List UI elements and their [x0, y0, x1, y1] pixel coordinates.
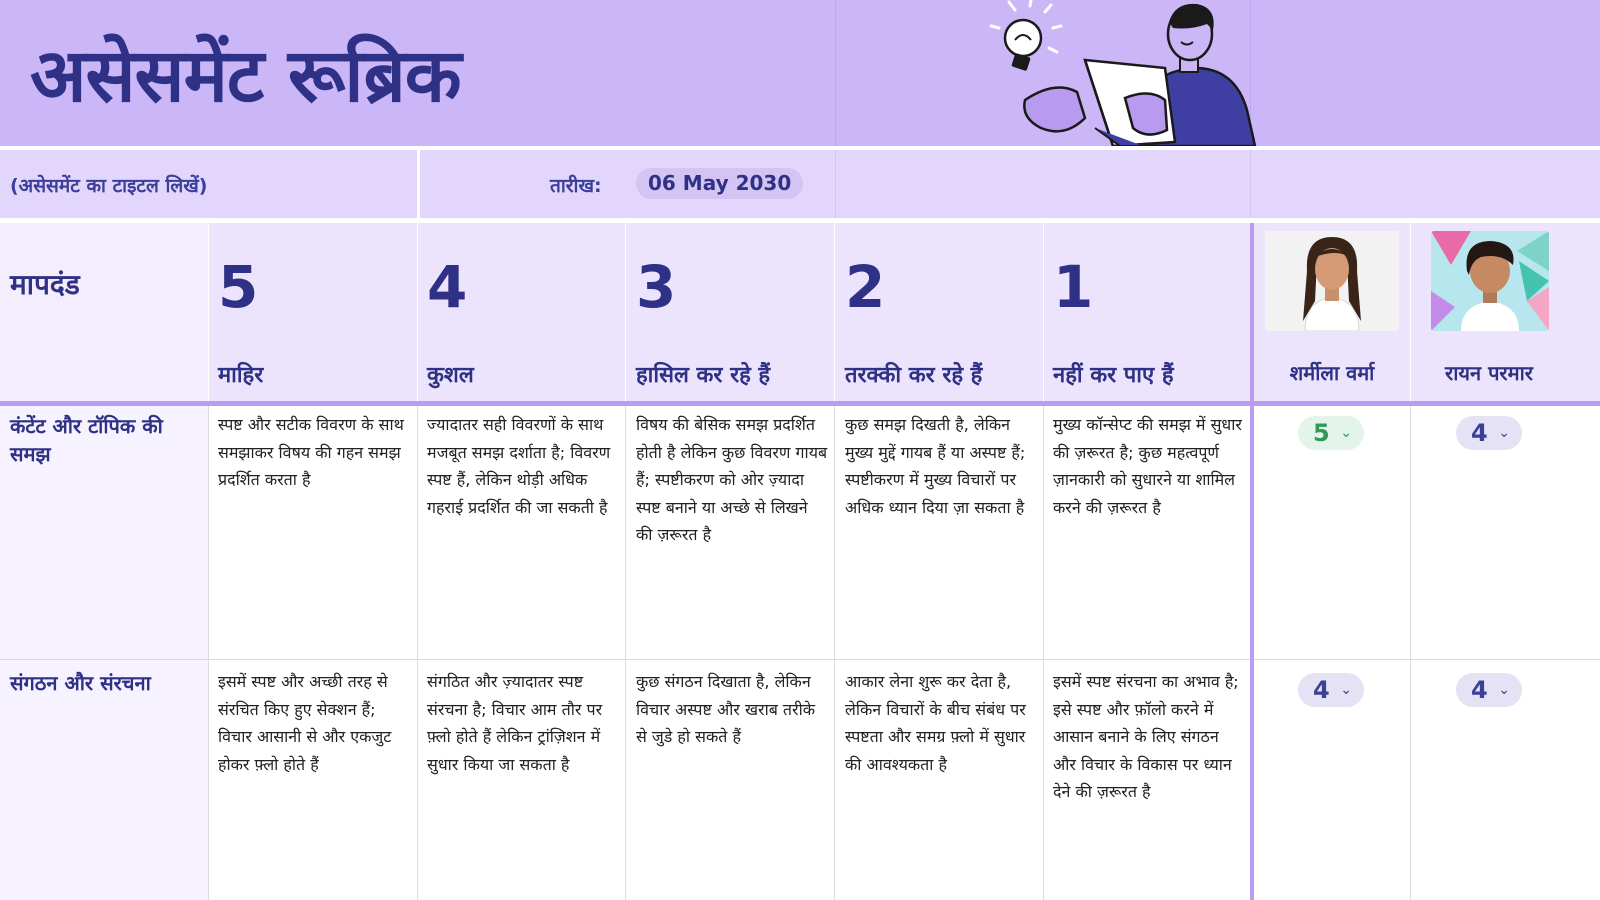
date-label: तारीख: [550, 175, 602, 197]
header-bottom-rule [0, 401, 1600, 406]
grid-line [625, 406, 626, 900]
rubric-cell: आकार लेना शुरू कर देता है, लेकिन विचारों के बीच संबंध पर स्पष्टता और समग्र फ़्लो में सुधार की आवश्यकता है [845, 672, 1026, 774]
level-score: 5 [218, 253, 259, 321]
assessment-title[interactable]: (असेसमेंट का टाइटल लिखें) [10, 175, 208, 197]
criteria-header-cell [0, 223, 209, 401]
score-dropdown[interactable] [1456, 416, 1522, 450]
chevron-down-icon: ⌄ [1340, 425, 1352, 441]
rubric-cell: स्पष्ट और सटीक विवरण के साथ समझाकर विषय की गहन समझ प्रदर्शित करता है [218, 415, 404, 489]
grid-line [208, 406, 209, 900]
criterion-name: कंटेंट और टॉपिक की समझ [10, 414, 163, 466]
info-bar-grid-line [1250, 150, 1251, 218]
grid-line [1043, 406, 1044, 900]
rubric-cell: इसमें स्पष्ट संरचना का अभाव है; इसे स्पष्ट और फ़ॉलो करने में आसान बनाने के लिए संगठन और विचार के विकास पर ध्यान देने की ज़रूरत है [1053, 672, 1239, 801]
criterion-name: संगठन और संरचना [10, 671, 151, 695]
level-label: तरक्की कर रहे हैं [845, 363, 983, 388]
score-value: 4 [1471, 419, 1488, 447]
teacher-lightbulb-illustration [985, 0, 1275, 146]
student-name: रायन परमार [1445, 361, 1533, 385]
level-score: 3 [636, 253, 677, 321]
column-divider [208, 223, 209, 401]
row-divider [0, 659, 1600, 660]
rubric-cell: इसमें स्पष्ट और अच्छी तरह से संरचित किए हुए सेक्शन हैं; विचार आसानी से और एकजुट होकर फ़्लो होते हैं [218, 672, 392, 774]
header-grid-line [835, 0, 836, 146]
level-label: नहीं कर पाए हैं [1053, 363, 1174, 388]
criteria-column [0, 406, 209, 900]
student-column-rule [1250, 223, 1254, 900]
criteria-header: मापदंड [10, 268, 80, 301]
info-bar-divider [417, 150, 420, 218]
column-divider [834, 223, 835, 401]
column-divider [625, 223, 626, 401]
column-divider [417, 223, 418, 401]
level-label: कुशल [427, 363, 474, 388]
info-bar-grid-line [835, 150, 836, 218]
page-title: असेसमेंट रूब्रिक [30, 33, 461, 119]
chevron-down-icon: ⌄ [1498, 682, 1510, 698]
student-avatar [1431, 231, 1549, 331]
date-value[interactable]: 06 May 2030 [636, 168, 803, 199]
score-value: 4 [1313, 676, 1330, 704]
rubric-cell: ज्यादातर सही विवरणों के साथ मजबूत समझ दर्शाता है; विवरण स्पष्ट हैं, लेकिन थोड़ी अधिक गहराई प्रदर्शित की जा सकती है [427, 415, 611, 517]
score-dropdown[interactable] [1298, 416, 1364, 450]
rubric-cell: कुछ संगठन दिखाता है, लेकिन विचार अस्पष्ट और खराब तरीके से जुडे हो सकते हैं [636, 672, 816, 746]
student-avatar [1265, 231, 1399, 331]
rubric-header-row [0, 223, 1600, 401]
score-value: 5 [1313, 419, 1330, 447]
rubric-cell: संगठित और ज़्यादातर स्पष्ट संरचना है; विचार आम तौर पर फ़्लो होते हैं लेकिन ट्रांज़िशन में सुधार किया जा सकता है [427, 672, 603, 774]
score-dropdown[interactable] [1456, 673, 1522, 707]
level-score: 1 [1053, 253, 1094, 321]
score-value: 4 [1471, 676, 1488, 704]
rubric-cell: मुख्य कॉन्सेप्ट की समझ में सुधार की ज़रूरत है; कुछ महत्वपूर्ण ज़ानकारी को सुधारने या शामिल करने की ज़रूरत है [1053, 415, 1242, 517]
level-label: हासिल कर रहे हैं [636, 363, 771, 388]
header-banner [0, 0, 1600, 146]
score-dropdown[interactable] [1298, 673, 1364, 707]
chevron-down-icon: ⌄ [1498, 425, 1510, 441]
level-label: माहिर [218, 363, 264, 388]
level-score: 4 [427, 253, 468, 321]
chevron-down-icon: ⌄ [1340, 682, 1352, 698]
grid-line [1410, 406, 1411, 900]
level-score: 2 [845, 253, 886, 321]
grid-line [417, 406, 418, 900]
rubric-cell: विषय की बेसिक समझ प्रदर्शित होती है लेकिन कुछ विवरण गायब हैं; स्पष्टीकरण को ओर ज़्यादा स्पष्ट बनाने या अच्छे से लिखने की ज़रूरत है [636, 415, 828, 544]
student-name: शर्मीला वर्मा [1289, 361, 1375, 385]
rubric-cell: कुछ समझ दिखती है, लेकिन मुख्य मुद्दें गायब हैं या अस्पष्ट हैं; स्पष्टीकरण में मुख्य विचारों पर अधिक ध्यान दिया ज़ा सकता है [845, 415, 1026, 517]
grid-line [834, 406, 835, 900]
column-divider [1043, 223, 1044, 401]
